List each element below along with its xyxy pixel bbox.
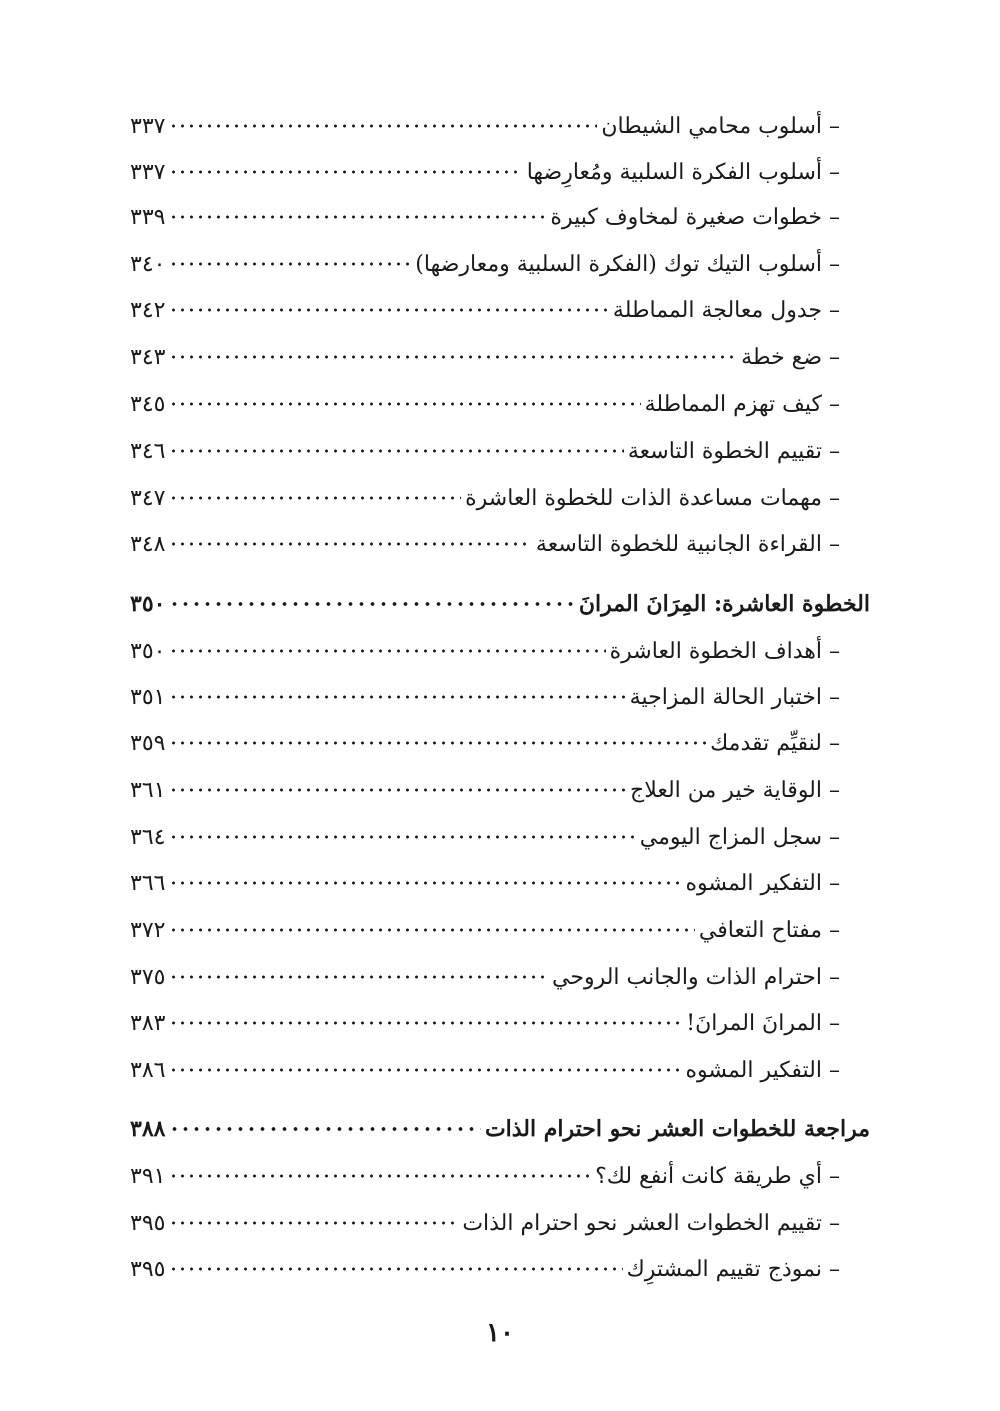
toc-row: [130, 1203, 840, 1243]
toc-entry-page: ٣٣٧: [130, 113, 166, 139]
toc-entry-title: – احترام الذات والجانب الروحي: [552, 964, 840, 990]
toc-entry-page: ٣٥٩: [130, 730, 166, 756]
dot-leader: [169, 1262, 622, 1276]
dot-leader: [169, 783, 626, 797]
toc-row: [130, 290, 840, 330]
toc-entry-title: – تقييم الخطوة التاسعة: [627, 438, 840, 464]
toc-row: [130, 957, 840, 997]
dot-leader: [169, 644, 605, 658]
dot-leader: [169, 970, 548, 984]
toc-entry-title: – الوقاية خير من العلاج: [630, 777, 840, 803]
toc-row: [130, 1050, 840, 1090]
dot-leader: [169, 165, 522, 179]
dot-leader: [169, 303, 608, 317]
dot-leader: [169, 397, 640, 411]
toc-entry-title: – مهمات مساعدة الذات للخطوة العاشرة: [465, 485, 840, 511]
dot-leader: [169, 1169, 591, 1183]
toc-entry-page: ٣٣٧: [130, 159, 166, 185]
toc-row: [130, 1156, 840, 1196]
toc-entry-title: – سجل المزاج اليومي: [639, 824, 840, 850]
toc-entry-page: ٣٨٦: [130, 1057, 166, 1083]
toc-entry-title: – لنقيِّم تقدمك: [710, 730, 840, 756]
toc-heading-row: [130, 584, 870, 624]
toc-row: [130, 478, 840, 518]
page-number: ١٠: [486, 1318, 514, 1348]
dot-leader: [169, 736, 706, 750]
toc-entry-page: ٣٨٣: [130, 1010, 166, 1036]
dot-leader: [169, 444, 623, 458]
toc-entry-page: ٣٣٩: [130, 204, 166, 230]
toc-entry-page: ٣٤٥: [130, 391, 166, 417]
toc-entry-title: – خطوات صغيرة لمخاوف كبيرة: [550, 204, 840, 230]
toc-entry-title: – التفكير المشوه: [685, 1057, 840, 1083]
toc-entry-page: ٣٤٠: [130, 251, 166, 277]
toc-entry-title: – اختبار الحالة المزاجية: [629, 684, 840, 710]
toc-entry-page: ٣٦٤: [130, 824, 166, 850]
toc-row: [130, 631, 840, 671]
dot-leader: [169, 923, 694, 937]
toc-entry-title: – تقييم الخطوات العشر نحو احترام الذات: [462, 1210, 840, 1236]
toc-row: [130, 1003, 840, 1043]
dot-leader: [169, 491, 461, 505]
dot-leader: [169, 1216, 458, 1230]
toc-entry-page: ٣٦١: [130, 777, 166, 803]
toc-entry-title: – أسلوب الفكرة السلبية ومُعارِضها: [526, 159, 840, 185]
toc-entry-page: ٣٤٨: [130, 531, 166, 557]
toc-row: [130, 1249, 840, 1289]
dot-leader: [169, 876, 681, 890]
toc-row: [130, 910, 840, 950]
toc-entry-page: ٣٨٨: [130, 1116, 166, 1142]
dot-leader: [169, 690, 625, 704]
toc-row: [130, 384, 840, 424]
dot-leader: [169, 537, 531, 551]
toc-entry-title: – مفتاح التعافي: [698, 917, 840, 943]
toc-entry-title: – أسلوب التيك توك (الفكرة السلبية ومعارضها): [415, 251, 840, 277]
toc-entry-title: – القراءة الجانبية للخطوة التاسعة: [535, 531, 840, 557]
toc-entry-title: – التفكير المشوه: [685, 870, 840, 896]
toc-entry-page: ٣٤٣: [130, 344, 166, 370]
dot-leader: [169, 597, 574, 611]
dot-leader: [169, 1122, 480, 1136]
toc-row: [130, 723, 840, 763]
toc-entry-page: ٣٦٦: [130, 870, 166, 896]
toc-row: [130, 770, 840, 810]
toc-entry-page: ٣٧٢: [130, 917, 166, 943]
dot-leader: [169, 1016, 682, 1030]
toc-entry-page: ٣٩٥: [130, 1210, 166, 1236]
toc-entry-page: ٣٤٢: [130, 297, 166, 323]
toc-row: [130, 337, 840, 377]
toc-entry-page: ٣٥١: [130, 684, 166, 710]
toc-entry-title: – ضع خطة: [741, 344, 840, 370]
toc-entry-title: الخطوة العاشرة: المِرَانَ المرانَ: [578, 591, 870, 617]
toc-entry-title: – جدول معالجة المماطلة: [612, 297, 840, 323]
toc-entry-title: – أهداف الخطوة العاشرة: [609, 638, 840, 664]
toc-row: [130, 244, 840, 284]
toc-row: [130, 431, 840, 471]
toc-row: [130, 524, 840, 564]
toc-entry-page: ٣٥٠: [130, 591, 166, 617]
toc-row: [130, 152, 840, 192]
toc-entry-title: – كيف تهزم المماطلة: [644, 391, 840, 417]
toc-entry-page: ٣٤٦: [130, 438, 166, 464]
toc-row: [130, 677, 840, 717]
toc-row: [130, 817, 840, 857]
toc-entry-page: ٣٧٥: [130, 964, 166, 990]
dot-leader: [169, 1063, 681, 1077]
toc-row: [130, 197, 840, 237]
dot-leader: [169, 350, 737, 364]
toc-entry-page: ٣٩٥: [130, 1256, 166, 1282]
toc-heading-row: [130, 1109, 870, 1149]
toc-row: [130, 106, 840, 146]
toc-entry-title: – أي طريقة كانت أنفع لك؟: [595, 1163, 840, 1189]
toc-entry-title: – نموذج تقييم المشترِك: [626, 1256, 840, 1282]
dot-leader: [169, 830, 635, 844]
dot-leader: [169, 257, 411, 271]
toc-row: [130, 863, 840, 903]
dot-leader: [169, 119, 597, 133]
toc-entry-title: – أسلوب محامي الشيطان: [601, 113, 840, 139]
toc-entry-page: ٣٩١: [130, 1163, 166, 1189]
toc-entry-title: – المرانَ المرانَ!: [686, 1010, 840, 1036]
toc-entry-title: مراجعة للخطوات العشر نحو احترام الذات: [484, 1116, 870, 1142]
dot-leader: [169, 210, 546, 224]
toc-entry-page: ٣٥٠: [130, 638, 166, 664]
toc-entry-page: ٣٤٧: [130, 485, 166, 511]
